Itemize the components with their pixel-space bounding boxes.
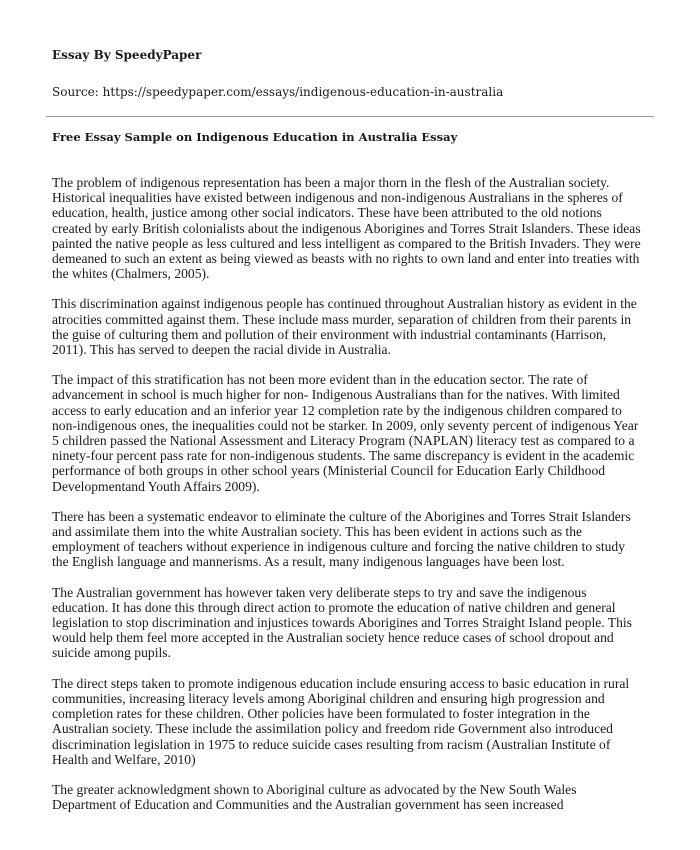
source-line: Source: https://speedypaper.com/essays/indigenous-education-in-australia	[52, 85, 504, 99]
essay-title: Free Essay Sample on Indigenous Education in Australia Essay	[52, 130, 458, 144]
paragraph: There has been a systematic endeavor to eliminate the culture of the Aborigines and Torres Strait Islanders and assimilate them into the white Australian society. This has been evident in actions such as the employment of teachers without experience in indigenous culture and forcing the native children to study the English language and mannerisms. As a result, many indigenous languages have been lost.	[52, 508, 631, 570]
paragraph: The problem of indigenous representation has been a major thorn in the flesh of the Australian society. Historical inequalities have existed between indigenous and non-indigenous Australians in the spheres of education, health, justice among other social indicators. These have been attributed to the old notions created by early British colonialists about the indigenous Aborigines and Torres Strait Islanders. These ideas painted the native people as less cultured and less intelligent as compared to the British Invaders. They were demeaned to such an extent as being viewed as beasts with no rights to own land and enter into treaties with the whites (Chalmers, 2005).	[52, 175, 641, 282]
header-divider	[46, 116, 654, 117]
essay-body	[52, 175, 644, 812]
paragraph: The direct steps taken to promote indigenous education include ensuring access to basic education in rural communities, increasing literacy levels among Aboriginal children and ensuring high progression and completion rates for these children. Other policies have been formulated to foster integration in the Australian society. These include the assimilation policy and freedom ride Government also introduced discrimination legislation in 1975 to reduce suicide cases resulting from racism (Australian Institute of Health and Welfare, 2010)	[52, 675, 630, 767]
paragraph: The impact of this stratification has not been more evident than in the education sector. The rate of advancement in school is much higher for non- Indigenous Australians than for the natives. With limited access to early education and an inferior year 12 completion rate by the indigenous children compared to non-indigenous ones, the inequalities could not be starker. In 2009, only seventy percent of indigenous Year 5 children passed the National Assessment and Literacy Program (NAPLAN) literacy test as compared to a ninety-four percent pass rate for non-indigenous students. The same discrepancy is evident in the academic performance of both groups in other school years (Ministerial Council for Education Early Childhood Developmentand Youth Affairs 2009).	[52, 372, 639, 494]
publisher-heading: Essay By SpeedyPaper	[52, 48, 202, 62]
paragraph: The Australian government has however taken very deliberate steps to try and save the indigenous education. It has done this through direct action to promote the education of native children and general legislation to stop discrimination and injustices towards Aborigines and Torres Straight Island people. This would help them feel more accepted in the Australian society hence reduce cases of school dropout and suicide among pupils.	[52, 584, 632, 661]
paragraph: This discrimination against indigenous people has continued throughout Australian history as evident in the atrocities committed against them. These include mass murder, separation of children from their parents in the guise of culturing them and pollution of their environment with industrial contaminants (Harrison, 2011). This has served to deepen the racial divide in Australia.	[52, 296, 637, 358]
paragraph: The greater acknowledgment shown to Aboriginal culture as advocated by the New South Wales Department of Education and Communities and the Australian government has seen increased	[52, 781, 577, 813]
